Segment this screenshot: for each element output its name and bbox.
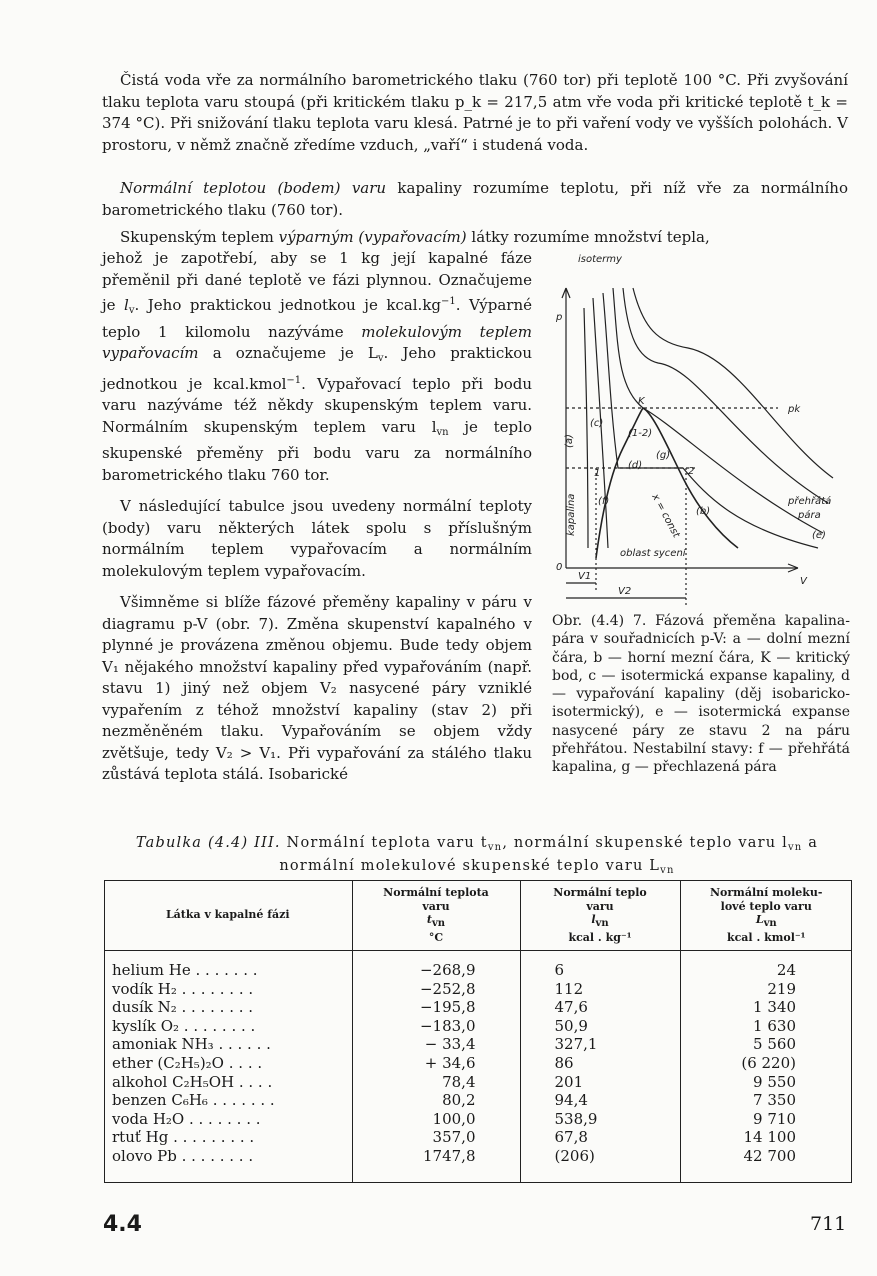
label-e: (e): [812, 530, 826, 541]
table-caption: [102, 834, 852, 880]
table-caption-text: , normální skupenské teplo varu l: [502, 835, 788, 851]
term-latent-heat: výparným (vypařovacím): [278, 228, 467, 246]
header-symbol: L: [755, 913, 764, 926]
cell-latent-heat: 327,1: [520, 1035, 680, 1054]
table-row: [104, 961, 852, 980]
label-v: V: [800, 576, 807, 587]
cell-latent-heat: (206): [520, 1147, 680, 1182]
cell-substance: benzen C₆H₆ . . . . . . .: [112, 1091, 275, 1110]
label-1: 1: [594, 468, 601, 479]
label-prehrata: přehřátá: [788, 496, 832, 507]
cell-substance: rtuť Hg . . . . . . . . .: [112, 1128, 255, 1147]
cell-latent-heat: 86: [520, 1054, 680, 1073]
cell-substance: amoniak NH₃ . . . . . .: [112, 1035, 271, 1054]
figure-caption: Obr. (4.4) 7. Fázová přeměna kapalina-pára v souřadnicích p-V: a — dolní mezní čára, b — horní mezní čára, K — kritický bod, c — isotermická expanse kapaliny, d — vypařování kapaliny (děj isobaricko-isotermický), e — isotermická expanse nasycené páry ze stavu 2 na páru přehřátou. Nestabilní stavy: f — přehřátá kapalina, g — přechlazená pára: [552, 613, 850, 776]
cell-molecular-heat: 1 630: [680, 1017, 852, 1036]
cell-substance: ether (C₂H₅)₂O . . . .: [112, 1053, 263, 1072]
label-v2: V2: [618, 586, 632, 597]
cell-temperature: 1747,8: [352, 1147, 520, 1182]
table-row: [104, 1110, 852, 1129]
header-unit: kcal . kg⁻¹: [568, 930, 632, 944]
table-row: [104, 1017, 852, 1036]
paragraph-text: . Výparné teplo 1 kilomolu nazýváme: [102, 296, 532, 341]
cell-substance: kyslík O₂ . . . . . . . .: [112, 1016, 256, 1035]
paragraph-latent-heat: [102, 227, 848, 249]
cell-substance: dusík N₂ . . . . . . . .: [112, 998, 254, 1017]
paragraph-text: . Jeho praktickou jednotkou je kcal.kg: [134, 296, 442, 314]
subscript: v: [128, 305, 135, 316]
subscript: vn: [487, 842, 503, 853]
cell-temperature: −195,8: [352, 998, 520, 1017]
label-oblast: oblast sycení: [620, 548, 686, 559]
paragraph-latent-heat-column: jehož je zapotřebí, aby se 1 kg její kapalné fáze přeměnil při dané teplotě ve fázi plynnou. Označujeme je $l_v$. Jeho praktickou jednotkou je $kcal.kg^{-1}$. Výparné teplo 1 kilomolu nazýváme molekulovým teplem vypařovacím a označujeme je $L_v$. Jeho praktickou jednotkou je kcal.kmol$^{-1}$. Vypařovací teplo při bodu varu nazýváme též někdy skupenským teplem varu. Normálním skupenským teplem varu $l_{vn}$ je teplo skupenské přeměny při bodu varu za normálního barometrického tlaku 760 tor.: [102, 249, 532, 484]
paragraph-table-intro: [102, 496, 532, 582]
paragraph-boiling-water: [102, 70, 848, 156]
cell-molecular-heat: 7 350: [680, 1091, 852, 1110]
subscript: vn: [595, 918, 609, 929]
cell-molecular-heat: 9 550: [680, 1073, 852, 1092]
table-row: [104, 1128, 852, 1147]
subscript: vn: [436, 426, 449, 438]
term-molecular-heat: molekulovým teplem vypařovacím: [102, 322, 532, 362]
cell-substance: helium He . . . . . . .: [112, 961, 258, 979]
table-row: [104, 1054, 852, 1073]
header-substance: Látka v kapalné fázi: [104, 880, 352, 951]
paragraph-text: kapaliny rozumíme teplotu, při níž vře za normálního barometrického tlaku (760 tor).: [102, 179, 848, 219]
table-caption-text: Normální teplota varu t: [280, 835, 488, 851]
cell-molecular-heat: 1 340: [680, 998, 852, 1017]
header-line: varu: [586, 899, 614, 913]
cell-temperature: 357,0: [352, 1128, 520, 1147]
table-caption-label: Tabulka (4.4) III.: [135, 835, 281, 851]
header-symbol: l: [591, 913, 596, 926]
table-row: [104, 980, 852, 999]
label-x-const: x = const: [649, 492, 682, 540]
cell-temperature: −183,0: [352, 1017, 520, 1036]
saturation-dome: [596, 408, 738, 558]
paragraph-text: Skupenským teplem: [120, 228, 279, 246]
paragraph-text: . Jeho praktickou jednotkou je kcal.kmol: [102, 344, 532, 393]
subscript: vn: [660, 865, 675, 876]
label-k: K: [638, 396, 645, 407]
paragraph-text: . Vypařovací teplo při bodu varu nazýváme též někdy skupenským teplem varu. Normálním skupenským teplem varu l: [102, 374, 532, 436]
cell-molecular-heat: 219: [680, 980, 852, 999]
cell-molecular-heat: 24: [680, 961, 852, 980]
isotherm-1: [584, 308, 588, 548]
cell-substance: olovo Pb . . . . . . . .: [112, 1146, 254, 1165]
section-number: 4.4: [103, 1212, 142, 1237]
label-p: p: [556, 312, 563, 323]
cell-latent-heat: 6: [520, 961, 680, 980]
label-1-2: (1-2): [628, 428, 653, 439]
boiling-table: [104, 880, 852, 1182]
label-2: 2: [688, 466, 695, 477]
paragraph-text: látky rozumíme množství tepla,: [466, 228, 710, 246]
superscript: −1: [441, 296, 456, 307]
paragraph-phase-change: [102, 592, 532, 786]
isotherm-4: [623, 288, 828, 503]
subscript: vn: [787, 842, 803, 853]
paragraph-text: Všimněme si blíže fázové přeměny kapaliny v páru v diagramu p-V (obr. 7). Změna skupenství kapalného v plynné je provázena změnou objemu. Bude tedy objem V₁ nějakého množství kapaliny před vypařováním (např. stavu 1) jiný než objem V₂ nasycené páry vzniklé vypařením z téhož množství kapaliny (stav 2) při nezměněném tlaku. Vypařováním se objem vždy zvětšuje, tedy V₂ > V₁. Při vypařování za stálého tlaku zůstává teplota stálá. Isobarické: [102, 593, 532, 783]
cell-molecular-heat: 14 100: [680, 1128, 852, 1147]
label-b: (b): [696, 506, 711, 517]
label-g: (g): [656, 450, 671, 461]
header-unit: kcal . kmol⁻¹: [726, 930, 806, 944]
header-unit: °C: [428, 930, 444, 944]
cell-latent-heat: 201: [520, 1073, 680, 1092]
header-symbol: t: [426, 913, 432, 926]
header-molecular-heat: [680, 880, 852, 951]
cell-molecular-heat: 9 710: [680, 1110, 852, 1129]
header-line: Normální moleku-: [710, 886, 823, 899]
label-v1: V1: [578, 571, 592, 582]
subscript: v: [377, 353, 384, 364]
page-number: 711: [810, 1213, 847, 1235]
label-isotermy: isotermy: [578, 254, 622, 265]
table-caption-text: a normální molekulové skupenské teplo varu L: [279, 835, 819, 874]
paragraph-normal-boiling-point: [102, 178, 848, 221]
pv-diagram: [548, 248, 848, 610]
cell-temperature: − 33,4: [352, 1035, 520, 1054]
header-temperature: [352, 880, 520, 951]
subscript: vn: [432, 918, 446, 929]
cell-molecular-heat: 5 560: [680, 1035, 852, 1054]
table-row: [104, 1035, 852, 1054]
paragraph-text: Čistá voda vře za normálního barometrického tlaku (760 tor) při teplotě 100 °C. Při zvyšování tlaku teplota varu stoupá (při kritickém tlaku p_k = 217,5 atm vře voda při kritické teplotě t_k = 374 °C). Při snižování tlaku teplota varu klesá. Patrné je to při vaření vody ve vyšších polohách. V prostoru, v němž značně zředíme vzduch, „vaří“ i studená voda.: [102, 71, 848, 154]
label-para: pára: [798, 510, 821, 521]
cell-temperature: + 34,6: [352, 1054, 520, 1073]
subscript: vn: [763, 918, 777, 929]
term-normal-boiling-point: Normální teplotou (bodem) varu: [120, 179, 387, 197]
cell-substance: vodík H₂ . . . . . . . .: [112, 979, 254, 998]
label-c: (c): [590, 418, 604, 429]
paragraph-text: je teplo skupenské přeměny při bodu varu za normálního barometrického tlaku 760 tor.: [102, 417, 532, 484]
label-f: (f): [598, 496, 610, 507]
cell-substance: alkohol C₂H₅OH . . . .: [112, 1072, 273, 1091]
label-d: (d): [628, 460, 643, 471]
cell-molecular-heat: (6 220): [680, 1054, 852, 1073]
isotherm-3: [603, 293, 818, 548]
header-latent-heat: [520, 880, 680, 951]
table-row: [104, 1091, 852, 1110]
table-header-row: [104, 880, 852, 951]
cell-temperature: 80,2: [352, 1091, 520, 1110]
cell-substance: voda H₂O . . . . . . . .: [112, 1109, 261, 1128]
paragraph-text: a označujeme je L: [198, 344, 378, 362]
label-kapalina: kapalina: [566, 493, 577, 536]
table-row: [104, 998, 852, 1017]
paragraph-text: V následující tabulce jsou uvedeny normální teploty (body) varu některých látek spolu s příslušným normálním teplem vypařovacím a normálním molekulovým teplem vypařovacím.: [102, 497, 532, 580]
cell-latent-heat: 50,9: [520, 1017, 680, 1036]
cell-temperature: −252,8: [352, 980, 520, 999]
header-line: varu: [422, 899, 450, 913]
table-row: [104, 1147, 852, 1182]
cell-temperature: 100,0: [352, 1110, 520, 1129]
cell-latent-heat: 538,9: [520, 1110, 680, 1129]
cell-temperature: −268,9: [352, 961, 520, 980]
header-line: Normální teplo: [553, 886, 647, 899]
header-line: Normální teplota: [383, 886, 489, 899]
cell-latent-heat: 67,8: [520, 1128, 680, 1147]
label-pk: pk: [788, 404, 801, 415]
cell-temperature: 78,4: [352, 1073, 520, 1092]
table-row: [104, 1073, 852, 1092]
label-a: (a): [564, 434, 575, 448]
superscript: −1: [286, 374, 302, 386]
header-line: lové teplo varu: [720, 899, 812, 913]
cell-latent-heat: 47,6: [520, 998, 680, 1017]
cell-latent-heat: 94,4: [520, 1091, 680, 1110]
cell-latent-heat: 112: [520, 980, 680, 999]
cell-molecular-heat: 42 700: [680, 1147, 852, 1182]
label-zero: 0: [556, 562, 563, 573]
